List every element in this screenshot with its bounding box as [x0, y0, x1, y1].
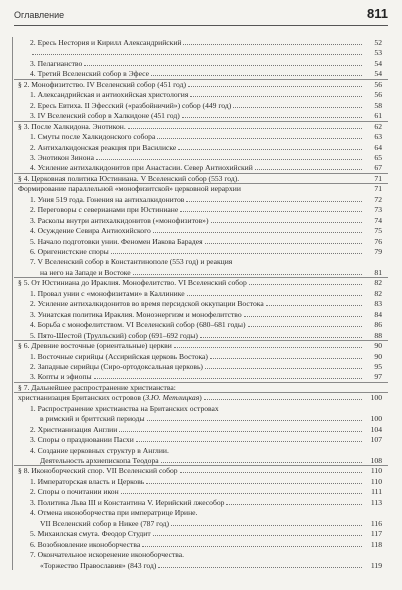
- toc-entry: [0, 69, 402, 78]
- toc-entry-title: 1. Уния 519 года. Гонения на антихалкидонитов: [30, 194, 185, 204]
- toc-entry: [0, 111, 402, 120]
- toc-entry-title: 1. Императорская власть и Церковь: [30, 476, 145, 486]
- dot-leader: [210, 358, 362, 359]
- toc-entry-title: § 7. Дальнейшее распространение христианства:: [18, 382, 176, 392]
- dot-leader: [180, 472, 362, 473]
- toc-entry-title: 4. Третий Вселенский собор в Эфесе: [30, 69, 149, 79]
- toc-page-number: 116: [370, 518, 382, 528]
- toc-entry-title: 6. Возобновление иконоборчества: [30, 539, 141, 549]
- toc-entry-title: 3. Пелагианство: [30, 58, 83, 68]
- dot-leader: [142, 546, 362, 547]
- toc-page-number: 61: [374, 111, 382, 121]
- section-bracket: [12, 173, 13, 278]
- toc-page-number: 90: [374, 341, 382, 351]
- section-bracket: [12, 382, 13, 466]
- dot-leader: [171, 525, 362, 526]
- dot-leader: [226, 504, 362, 505]
- toc-entry-title: 4. Создание церковных структур в Англии.: [30, 445, 169, 455]
- toc-page-number: 86: [374, 320, 382, 330]
- section-bracket: [12, 340, 13, 382]
- dot-leader: [187, 295, 362, 296]
- dot-leader: [255, 169, 362, 170]
- dot-leader: [161, 462, 362, 463]
- section-bracket: [12, 79, 13, 121]
- toc-entry: [0, 508, 402, 517]
- toc-entry-title: 4. Усиление антихалкидонитов при Анастасии. Север Антиохийский: [30, 163, 253, 173]
- dot-leader: [153, 232, 362, 233]
- toc-section: [0, 341, 402, 350]
- toc-page-number: 110: [370, 466, 382, 476]
- toc-entry-title: 5. Михаилская смута. Феодор Студит: [30, 529, 151, 539]
- toc-page-number: 71: [374, 184, 382, 194]
- toc-page-number: 119: [370, 560, 382, 570]
- toc-entry: [0, 372, 402, 381]
- header-rule: [14, 25, 388, 26]
- toc-page-number: 76: [374, 236, 382, 246]
- toc-entry-title: 2. Споры о почитании икон: [30, 487, 119, 497]
- toc-entry: [0, 299, 402, 308]
- toc-entry-title: Формирование параллельной «монофизитской» церковной иерархии: [18, 184, 241, 194]
- toc-entry-title: 1. Провал унии с «монофизитами» в Каллинике: [30, 288, 185, 298]
- toc-entry-title: в римский и бриттский периоды: [40, 414, 145, 424]
- toc-page-number: 75: [374, 226, 382, 236]
- dot-leader: [233, 107, 362, 108]
- running-title: Оглавление: [14, 10, 65, 20]
- toc-entry: [0, 487, 402, 496]
- toc-entry: [0, 540, 402, 549]
- toc-section: [0, 122, 402, 131]
- dot-leader: [151, 75, 362, 76]
- toc-entry: [0, 414, 402, 423]
- dot-leader: [180, 211, 362, 212]
- toc-entry: [0, 163, 402, 172]
- toc-page-number: 110: [370, 476, 382, 486]
- toc-page-number: 52: [374, 38, 382, 47]
- toc-entry: [0, 59, 402, 68]
- dot-leader: [119, 431, 362, 432]
- dot-leader: [244, 316, 362, 317]
- toc-entry: [0, 456, 402, 465]
- toc-entry-title: 7. Окончательное искоренение иконоборчества.: [30, 550, 185, 560]
- dot-leader: [190, 96, 362, 97]
- toc-entry-title: 4. Осуждение Севира Антиохийского: [30, 226, 151, 236]
- toc-entry-title: § 3. После Халкидона. Энотикон.: [18, 121, 126, 131]
- toc-page-number: 82: [374, 288, 382, 298]
- dot-leader: [84, 65, 362, 66]
- dot-leader: [128, 128, 362, 129]
- toc-page-number: 107: [370, 435, 382, 445]
- toc-entry: [0, 320, 402, 329]
- toc-page-number: 90: [374, 351, 382, 361]
- toc-page-number: 88: [374, 330, 382, 340]
- toc-entry-title: 2. Христианизация Англии: [30, 424, 118, 434]
- toc-page-number: 56: [374, 79, 382, 89]
- toc-entry-title: 3. Споры о праздновании Пасхи: [30, 435, 134, 445]
- toc-section: [0, 278, 402, 287]
- toc-section: [0, 466, 402, 475]
- toc-entry: [0, 529, 402, 538]
- toc-page-number: 79: [374, 247, 382, 256]
- toc-page-number: 100: [370, 393, 382, 403]
- toc-entry-title: 7. V Вселенский собор в Константинополе (553 год) и реакция: [30, 257, 233, 267]
- toc-page-number: 63: [374, 132, 382, 142]
- dot-leader: [205, 368, 362, 369]
- page-header: [14, 6, 388, 24]
- section-bracket: [12, 277, 13, 340]
- toc-entry-title: 3. Расколы внутри антихалкидонитов («монофизитов»): [30, 215, 209, 225]
- toc-entry-title: 2. Ересь Нестория и Кирилл Александрийский: [30, 38, 182, 47]
- toc-entry-title: 3. Копты и эфиопы: [30, 372, 92, 382]
- dot-leader: [205, 243, 362, 244]
- dot-leader: [249, 284, 362, 285]
- toc-entry: [0, 352, 402, 361]
- toc-entry-title: 3. Униатская политика Ираклия. Моноэнергизм и монофелитство: [30, 309, 242, 319]
- toc-page-number: 111: [371, 487, 382, 497]
- toc-entry: [0, 425, 402, 434]
- toc-page-number: 82: [374, 278, 382, 288]
- dot-leader: [178, 149, 362, 150]
- dot-leader: [248, 326, 362, 327]
- dot-leader: [121, 493, 362, 494]
- toc-page-number: 84: [374, 309, 382, 319]
- dot-leader: [146, 483, 362, 484]
- toc-entry-title: 5. Пято-Шестой (Трулльский) собор (691–692 годы): [30, 330, 198, 340]
- toc-entry-title: 3. Энотикон Зинона: [30, 152, 94, 162]
- toc-page-number: 56: [374, 90, 382, 100]
- dot-leader: [96, 159, 362, 160]
- toc-entry-title: на него на Западе и Востоке: [40, 267, 131, 277]
- toc-entry: [0, 237, 402, 246]
- toc-page-number: 117: [370, 529, 382, 539]
- toc-entry-title: 3. IV Вселенский собор в Халкидоне (451 год): [30, 111, 180, 121]
- toc-entry: [0, 143, 402, 152]
- toc-entry: [0, 477, 402, 486]
- toc-entry-title: 2. Ересь Евтиха. II Эфесский («разбойничий») собор (449 год): [30, 100, 232, 110]
- dot-leader: [147, 420, 362, 421]
- toc-section: [0, 184, 402, 193]
- toc-entry-title: 4. Борьба с монофелитством. VI Вселенский собор (680–681 годы): [30, 320, 246, 330]
- toc-page-number: 71: [374, 173, 382, 183]
- toc-page-number: 108: [370, 456, 382, 465]
- toc-entry-title: § 8. Иконоборческий спор. VII Вселенский собор: [18, 466, 178, 476]
- toc-entry: [0, 289, 402, 298]
- dot-leader: [211, 222, 362, 223]
- dot-leader: [153, 535, 362, 536]
- toc-section: [0, 383, 402, 392]
- toc-entry: [0, 435, 402, 444]
- toc-page-number: 72: [374, 194, 382, 204]
- section-bracket: [12, 37, 13, 79]
- toc-page-number: 54: [374, 69, 382, 79]
- toc-entry: [0, 446, 402, 455]
- toc-entry-title: 4. Отмена иконоборчества при императрице Ирине.: [30, 508, 198, 518]
- toc-page-number: 64: [374, 142, 382, 152]
- toc-entry: [0, 404, 402, 413]
- toc-entry: [0, 257, 402, 266]
- toc-entry: [0, 519, 402, 528]
- toc-page-number: 100: [370, 414, 382, 424]
- toc-page-number: 95: [374, 361, 382, 371]
- toc-entry-title: Деятельность архиепископа Теодора: [40, 456, 159, 465]
- toc-entry-title: 2. Антихалкидонская реакция при Василиске: [30, 142, 177, 152]
- toc-page-number: 62: [374, 121, 382, 131]
- dot-leader: [157, 138, 362, 139]
- toc-entry: [0, 205, 402, 214]
- toc-entry-title: § 6. Древние восточные (ориентальные) церкви: [18, 341, 172, 351]
- toc-entry: [0, 268, 402, 277]
- toc-entry-title: 3. Политика Льва III и Константина V. Иерийский лжесобор: [30, 497, 225, 507]
- toc-entry: [0, 362, 402, 371]
- toc-entry-title: § 5. От Юстиниана до Ираклия. Монофелитство. VI Вселенский собор: [18, 278, 247, 288]
- dot-leader: [266, 305, 362, 306]
- toc-page-number: 67: [374, 163, 382, 173]
- toc-entry-title: 2. Усиление антихалкидонитов во время персидской оккупации Востока: [30, 299, 264, 309]
- dot-leader: [94, 378, 362, 379]
- dot-leader: [133, 274, 362, 275]
- toc-entry-title: 1. Распространение христианства на Британских островах: [30, 403, 219, 413]
- toc-entry: [0, 331, 402, 340]
- toc-entry-title: 5. Начало подготовки унии. Феномен Иакова Барадея: [30, 236, 203, 246]
- dot-leader: [174, 347, 362, 348]
- section-bracket: [12, 121, 13, 173]
- toc-page-number: 73: [374, 205, 382, 215]
- toc-page-number: 54: [374, 58, 382, 68]
- toc-entry: [0, 101, 402, 110]
- dot-leader: [136, 441, 362, 442]
- dot-leader: [158, 567, 362, 568]
- dot-leader: [183, 44, 362, 45]
- toc-page-number: 58: [374, 100, 382, 110]
- dot-leader: [186, 201, 362, 202]
- toc-entry: [0, 90, 402, 99]
- toc-entry: [0, 550, 402, 559]
- dot-leader: [32, 54, 362, 55]
- section-bracket: [12, 465, 13, 570]
- toc-page-number: 104: [370, 424, 382, 434]
- toc-entry: [0, 153, 402, 162]
- toc-page-number: 53: [374, 48, 382, 58]
- toc-section: [0, 80, 402, 89]
- toc-entry: [0, 226, 402, 235]
- dot-leader: [188, 86, 362, 87]
- dot-leader: [182, 117, 362, 118]
- toc-section: [0, 393, 402, 402]
- toc-entry-title: 2. Переговоры с северианами при Юстиниане: [30, 205, 179, 215]
- toc-entry-title: «Торжество Православия» (843 год): [40, 560, 157, 570]
- toc-page-number: 74: [374, 215, 382, 225]
- toc-page-number: 118: [370, 539, 382, 549]
- dot-leader: [200, 337, 362, 338]
- toc-page-number: 65: [374, 152, 382, 162]
- toc-entry-title: § 2. Монофизитство. IV Вселенский собор (451 год): [18, 79, 187, 89]
- toc-entry: [0, 48, 402, 57]
- toc-entry-title: христианизация Британских островов (З.Ю. Метлицкая): [18, 393, 202, 403]
- toc-page-number: 83: [374, 299, 382, 309]
- toc-entry-title: 2. Западные сирийцы (Сиро-ортодоксальная церковь): [30, 361, 203, 371]
- dot-leader: [204, 399, 362, 400]
- toc-entry-title: 1. Смуты после Халкидонского собора: [30, 132, 156, 142]
- toc-section: [0, 174, 402, 183]
- toc-entry-title: § 4. Церковная политика Юстиниана. V Вселенский собор (553 год).: [18, 173, 240, 183]
- toc-entry: [0, 498, 402, 507]
- toc-entry-title: 1. Александрийская и антиохийская христология: [30, 90, 189, 100]
- toc-entry: [0, 561, 402, 570]
- toc-entry-title: VII Вселенский собор в Никее (787 год): [40, 518, 170, 528]
- toc-entry: [0, 216, 402, 225]
- toc-entry: [0, 132, 402, 141]
- toc-entry: [0, 310, 402, 319]
- toc-page-number: 97: [374, 372, 382, 382]
- toc-entry-title: 1. Восточные сирийцы (Ассирийская церковь Востока): [30, 351, 208, 361]
- toc-entry: [0, 195, 402, 204]
- toc-entry: [0, 247, 402, 256]
- toc-entry-title: 6. Оригенистские споры: [30, 247, 109, 256]
- page-number: 811: [367, 6, 388, 21]
- toc-page-number: 81: [374, 267, 382, 277]
- toc-page-number: 113: [370, 497, 382, 507]
- dot-leader: [111, 253, 362, 254]
- toc-entry: [0, 38, 402, 47]
